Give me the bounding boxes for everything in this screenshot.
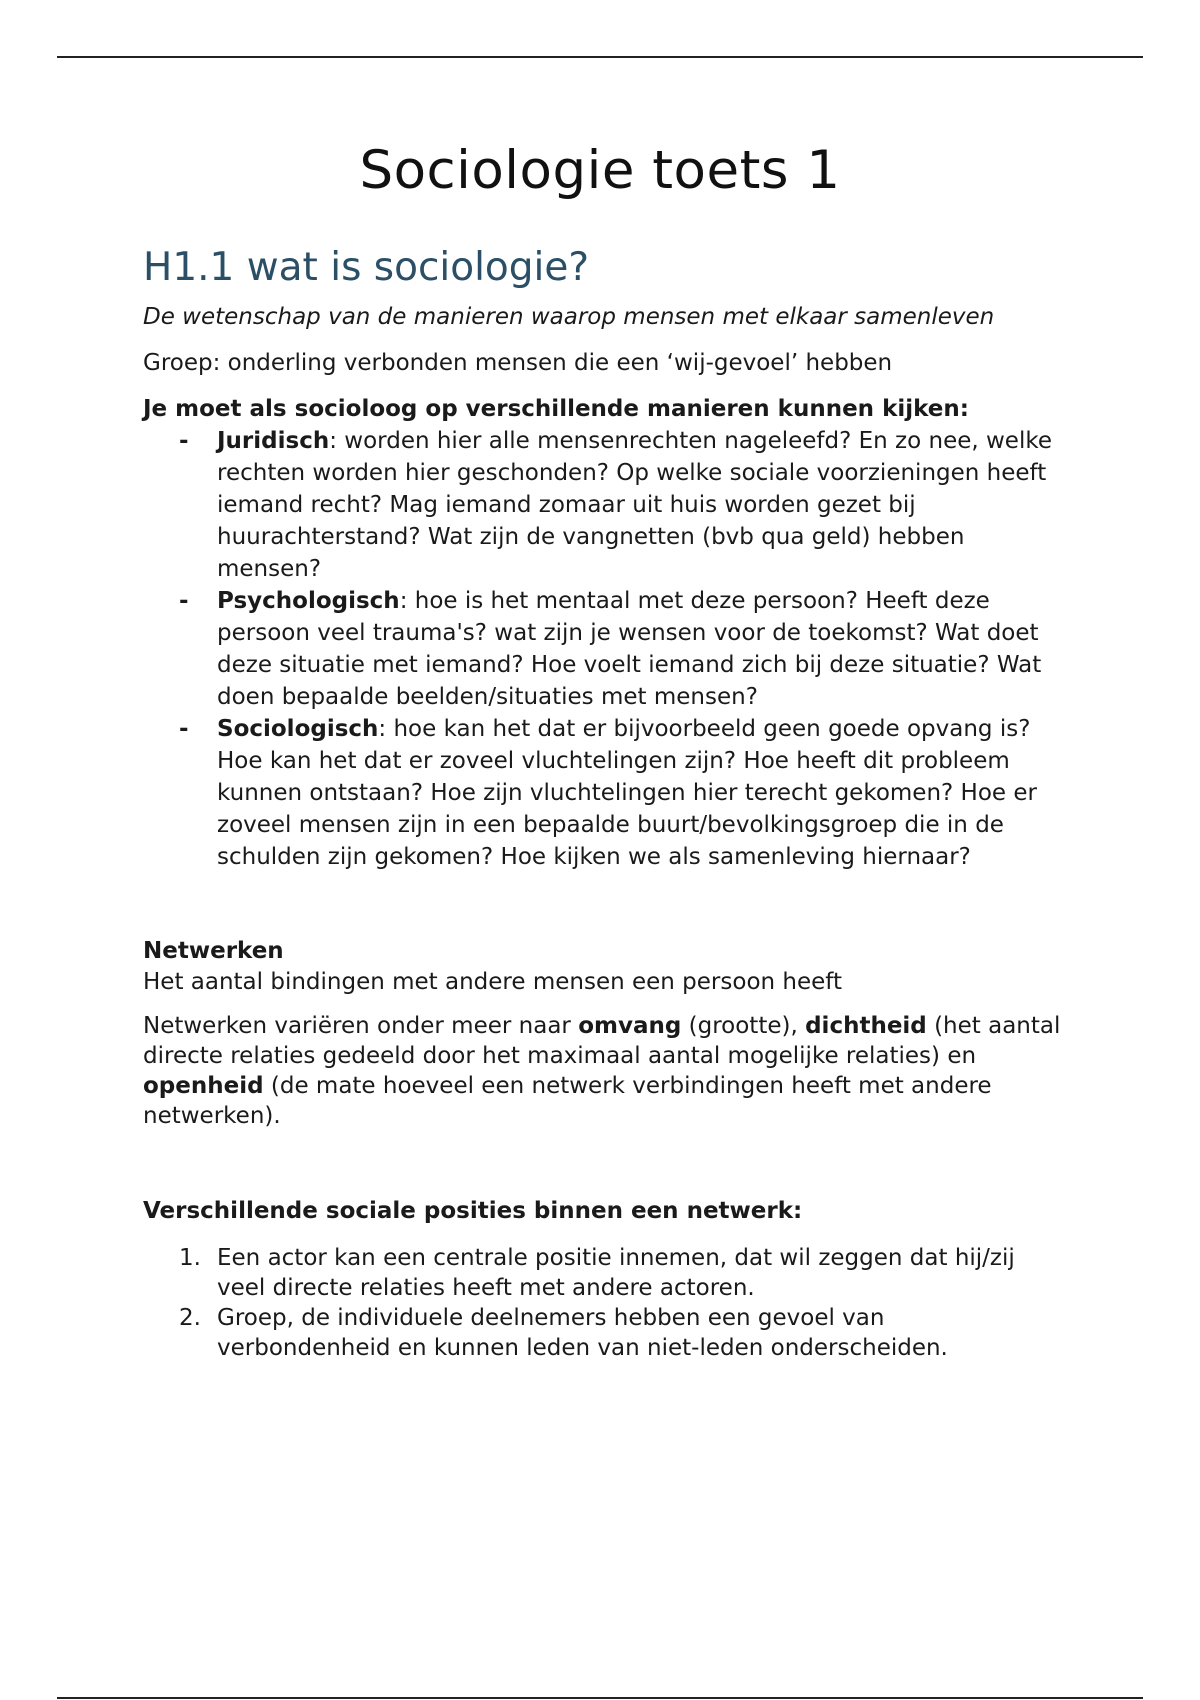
list-number: 1. (179, 1245, 201, 1271)
spacer (143, 873, 1063, 935)
networks-definition: Het aantal bindingen met andere mensen een persoon heeft (143, 969, 842, 995)
text-density: (het aantal directe relaties gedeeld door het maximaal aantal mogelijke relaties) en (143, 1013, 1061, 1069)
perspective-text: : worden hier alle mensenrechten nageleefd? En zo nee, welke rechten worden hier geschonden? Op welke sociale voorzieningen heeft iemand recht? Mag iemand zomaar uit huis worden gezet bij huurachterstand? Wat zijn de vangnetten (bvb qua geld) hebben mensen? (217, 428, 1053, 582)
perspectives-list (143, 425, 1063, 873)
list-item (143, 713, 1063, 873)
perspective-term: Psychologisch (217, 588, 400, 614)
bottom-rule (57, 1697, 1143, 1699)
term-size: omvang (578, 1013, 682, 1039)
sociology-definition: De wetenschap van de manieren waarop mensen met elkaar samenleven (143, 304, 995, 330)
text-openness: (de mate hoeveel een netwerk verbindingen heeft met andere netwerken). (143, 1073, 992, 1129)
networks-intro: Netwerken variëren onder meer naar (143, 1013, 579, 1039)
networks-heading: Netwerken (143, 938, 284, 964)
perspectives-heading: Je moet als socioloog op verschillende manieren kunnen kijken: (143, 396, 969, 422)
bullet-marker: - (179, 588, 189, 614)
document-body (143, 243, 1063, 1363)
spacer (143, 1131, 1063, 1195)
bullet-marker: - (179, 716, 189, 742)
perspective-term: Juridisch (217, 428, 330, 454)
networks-dimensions (143, 1011, 1063, 1131)
text-size: (grootte), (681, 1013, 806, 1039)
perspective-text: : hoe kan het dat er bijvoorbeeld geen goede opvang is? Hoe kan het dat er zoveel vluchtelingen zijn? Hoe heeft dit probleem kunnen ontstaan? Hoe zijn vluchtelingen hier terecht gekomen? Hoe er zoveel mensen zijn in een bepaalde buurt/bevolkingsgroep die in de schulden zijn gekomen? Hoe kijken we als samenleving hiernaar? (217, 716, 1037, 870)
document-title: Sociologie toets 1 (359, 140, 841, 201)
positions-list (143, 1243, 1063, 1363)
bullet-marker: - (179, 428, 189, 454)
term-density: dichtheid (805, 1013, 927, 1039)
position-text: Groep, de individuele deelnemers hebben een gevoel van verbondenheid en kunnen leden van niet-leden onderscheiden. (217, 1305, 948, 1361)
section-heading: H1.1 wat is sociologie? (143, 245, 590, 290)
term-openness: openheid (143, 1073, 264, 1099)
group-definition: Groep: onderling verbonden mensen die een ‘wij-gevoel’ hebben (143, 350, 893, 376)
position-text: Een actor kan een centrale positie innemen, dat wil zeggen dat hij/zij veel directe relaties heeft met andere actoren. (217, 1245, 1015, 1301)
perspective-text: : hoe is het mentaal met deze persoon? Heeft deze persoon veel trauma's? wat zijn je wensen voor de toekomst? Wat doet deze situatie met iemand? Hoe voelt iemand zich bij deze situatie? Wat doen bepaalde beelden/situaties met mensen? (217, 588, 1042, 710)
perspective-term: Sociologisch (217, 716, 379, 742)
list-number: 2. (179, 1305, 201, 1331)
list-item (143, 1303, 1063, 1363)
list-item (143, 585, 1063, 713)
positions-heading: Verschillende sociale posities binnen een netwerk: (143, 1198, 803, 1224)
top-rule (57, 56, 1143, 58)
list-item (143, 425, 1063, 585)
list-item (143, 1243, 1063, 1303)
